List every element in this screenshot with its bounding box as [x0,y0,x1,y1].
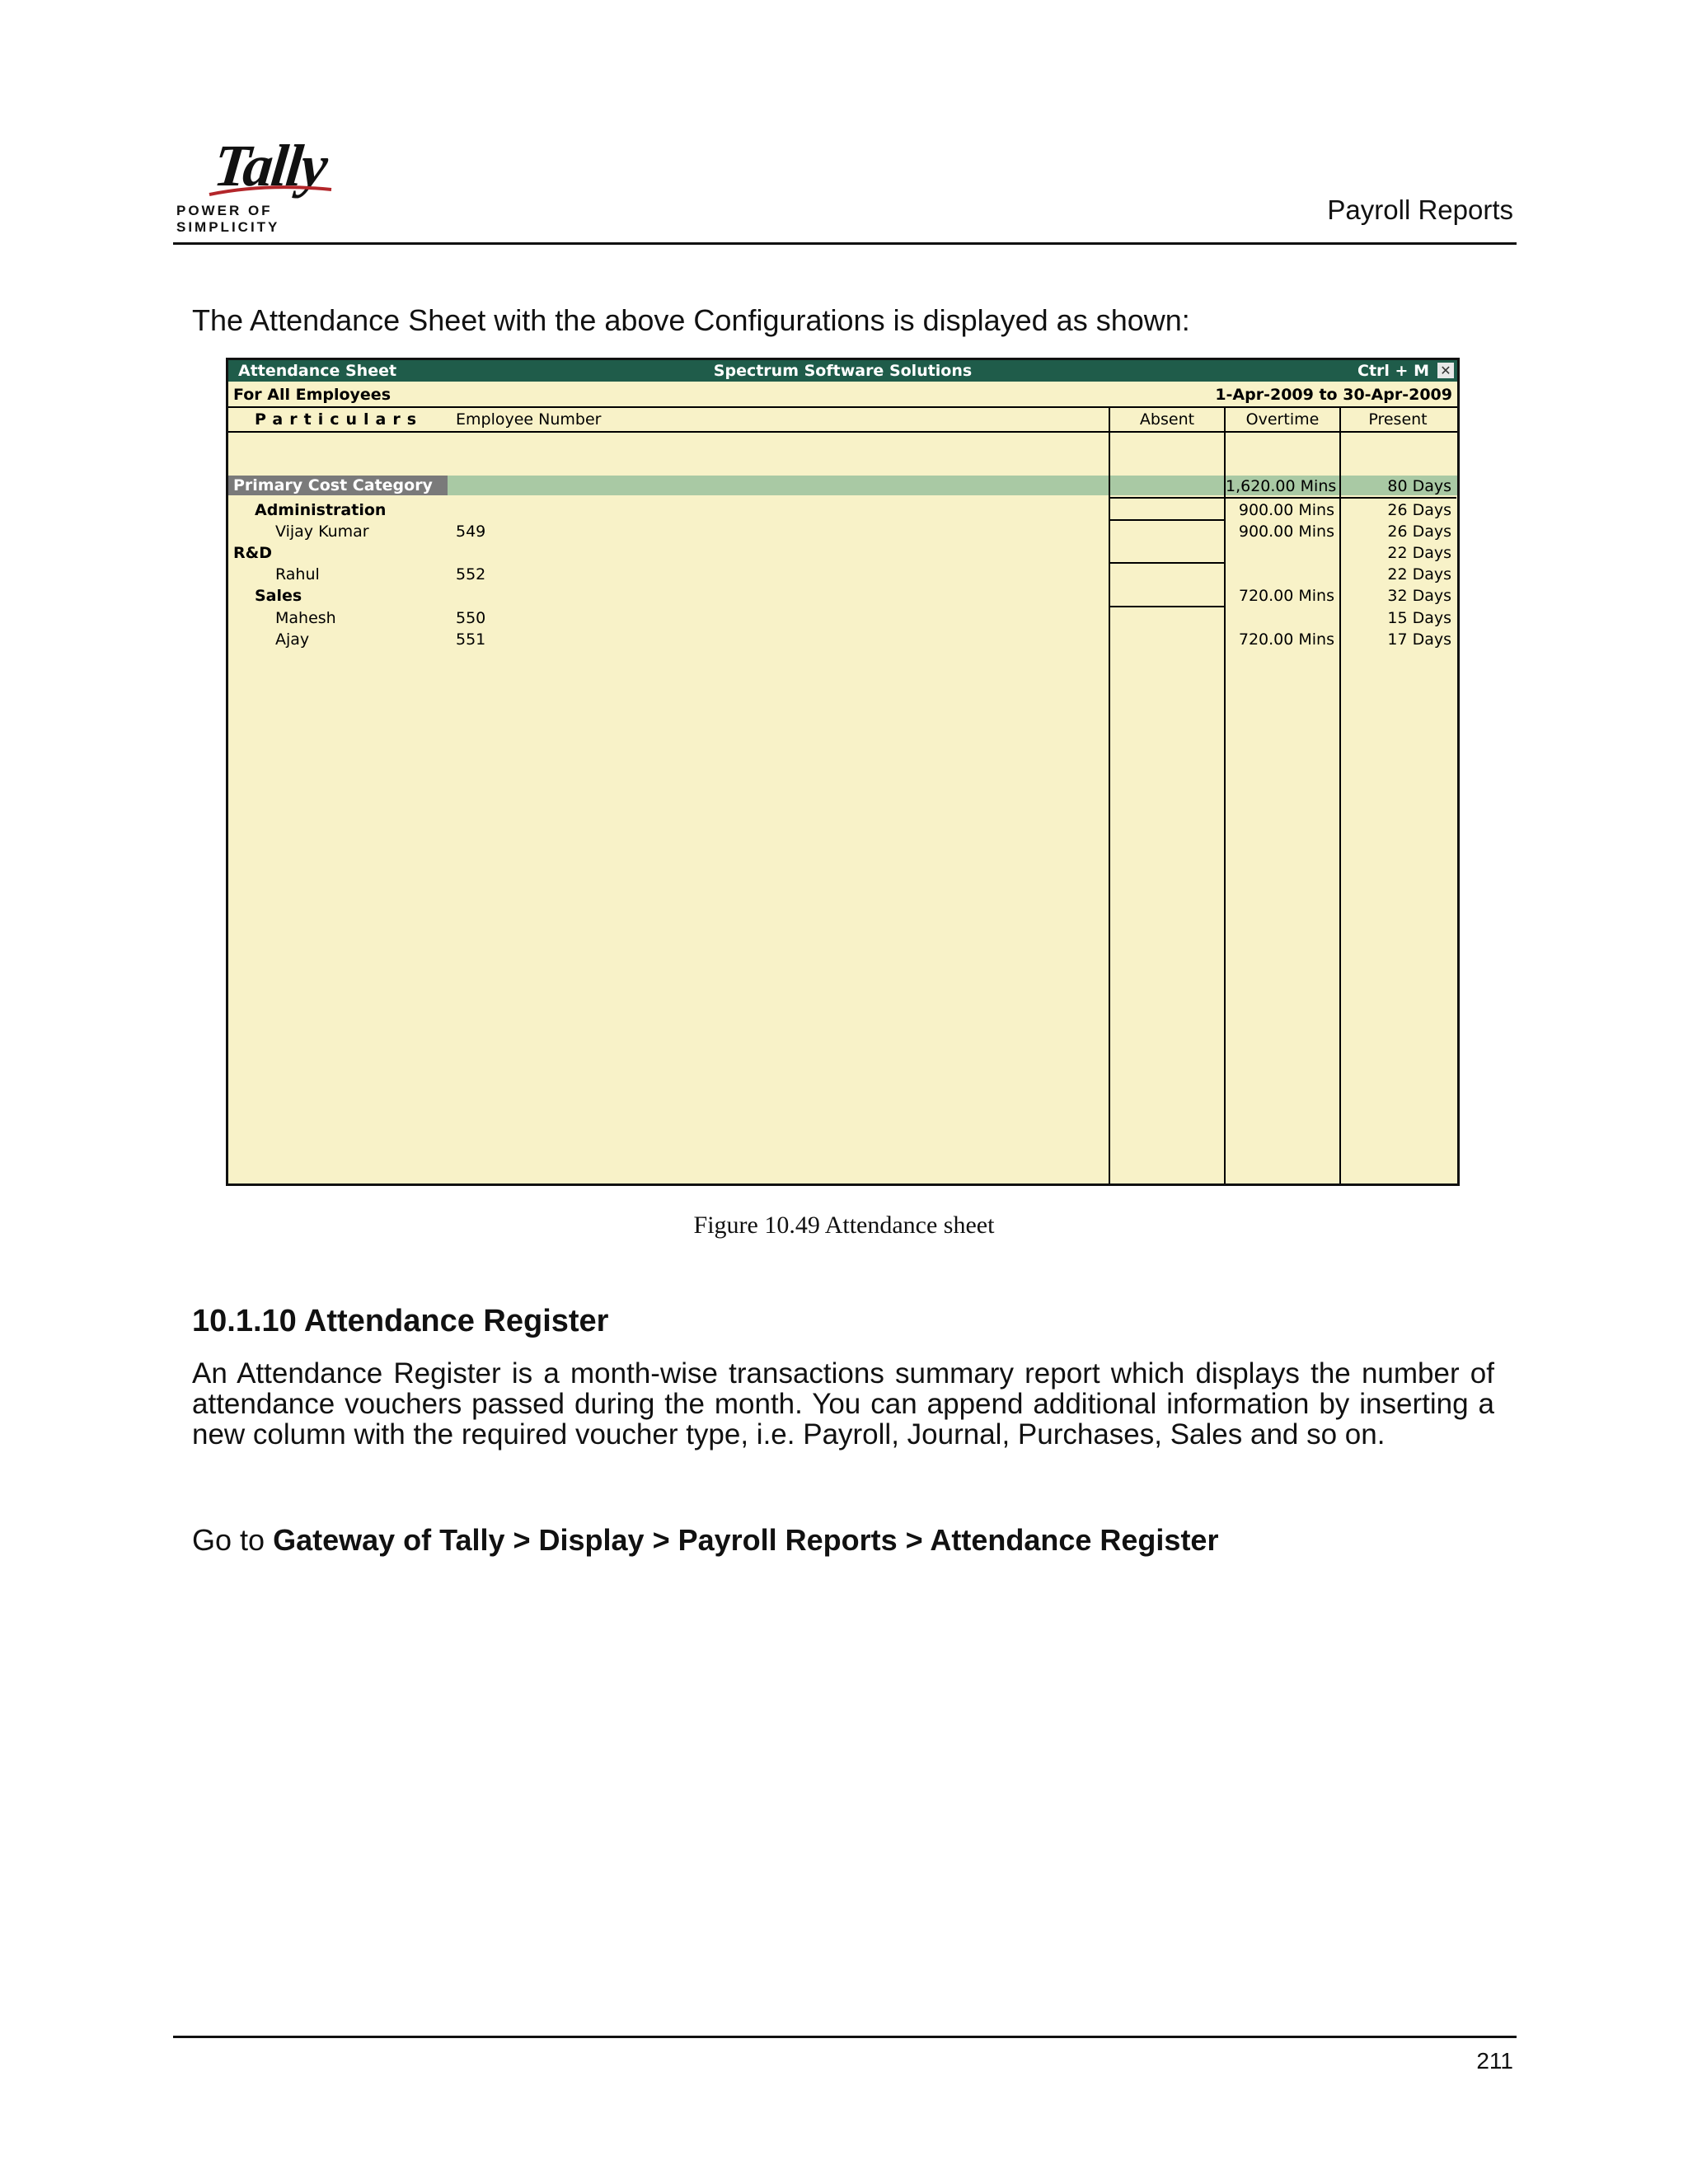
overtime-cell: 720.00 Mins [1238,587,1334,605]
header-divider [173,242,1517,245]
table-row[interactable] [228,521,1457,542]
logo-wordmark: Tally [210,133,330,199]
company-name: Spectrum Software Solutions [713,362,973,380]
overtime-cell: 720.00 Mins [1238,630,1334,649]
employee-number-cell: 549 [456,523,486,541]
window-titlebar [228,360,1457,382]
report-subheader [228,382,1457,406]
attendance-sheet-window [226,358,1460,1186]
employee-scope: For All Employees [233,386,392,404]
present-cell: 17 Days [1387,630,1451,649]
overtime-cell: 900.00 Mins [1238,523,1334,541]
col-absent: Absent [1139,410,1195,429]
table-row[interactable] [228,607,1457,629]
col-particulars: Particulars [255,410,424,429]
present-cell: 26 Days [1387,523,1451,541]
row-name: R&D [233,544,272,562]
present-cell: 26 Days [1387,501,1451,519]
navigation-instruction [192,1523,1218,1558]
employee-number-cell: 551 [456,630,486,649]
row-divider [1109,497,1456,499]
primary-cost-category-row[interactable]: Primary Cost Category [228,476,448,495]
overtime-cell: 1,620.00 Mins [1226,477,1337,495]
close-icon[interactable]: ✕ [1437,363,1454,378]
row-name: Rahul [275,565,320,583]
primary-cost-category-values [228,476,1457,497]
table-row[interactable] [228,564,1457,585]
window-title: Attendance Sheet [238,362,397,380]
tally-logo [175,132,373,235]
overtime-cell: 900.00 Mins [1238,501,1334,519]
logo-swoosh-icon [208,181,340,199]
intro-text: The Attendance Sheet with the above Configurations is displayed as shown: [192,303,1190,337]
employee-number-cell: 552 [456,565,486,583]
footer-divider [173,2036,1517,2038]
table-row[interactable] [228,542,1457,564]
row-name: Sales [255,587,302,605]
goto-prefix: Go to [192,1523,274,1557]
figure-caption: Figure 10.49 Attendance sheet [693,1212,995,1239]
page-number: 211 [1476,2048,1513,2074]
present-cell: 32 Days [1387,587,1451,605]
present-cell: 22 Days [1387,565,1451,583]
present-cell: 15 Days [1387,609,1451,627]
row-name: Administration [255,501,387,519]
row-name: Ajay [275,630,310,649]
present-cell: 80 Days [1387,477,1451,495]
col-overtime: Overtime [1245,410,1320,429]
column-header-row [228,406,1457,433]
employee-number-cell: 550 [456,609,486,627]
goto-path: Gateway of Tally > Display > Payroll Reports > Attendance Register [273,1523,1219,1557]
shortcut-label[interactable]: Ctrl + M [1357,362,1429,380]
table-row[interactable] [228,499,1457,521]
table-row[interactable] [228,585,1457,607]
row-name: Mahesh [275,609,336,627]
row-name: Vijay Kumar [275,523,369,541]
section-heading: 10.1.10 Attendance Register [192,1304,609,1338]
report-period[interactable]: 1-Apr-2009 to 30-Apr-2009 [1215,386,1452,404]
table-row[interactable] [228,629,1457,650]
running-header-title: Payroll Reports [1327,194,1513,225]
body-paragraph: An Attendance Register is a month-wise transactions summary report which displays the number of attendance vouchers passed during the month. You can append additional information by inserting a new column with the required voucher type, i.e. Payroll, Journal, Purchases, Sales and so on. [192,1357,1494,1451]
present-cell: 22 Days [1387,544,1451,562]
col-employee-number: Employee Number [456,410,602,429]
col-present: Present [1368,410,1428,429]
logo-tagline: POWER OF SIMPLICITY [176,203,280,235]
